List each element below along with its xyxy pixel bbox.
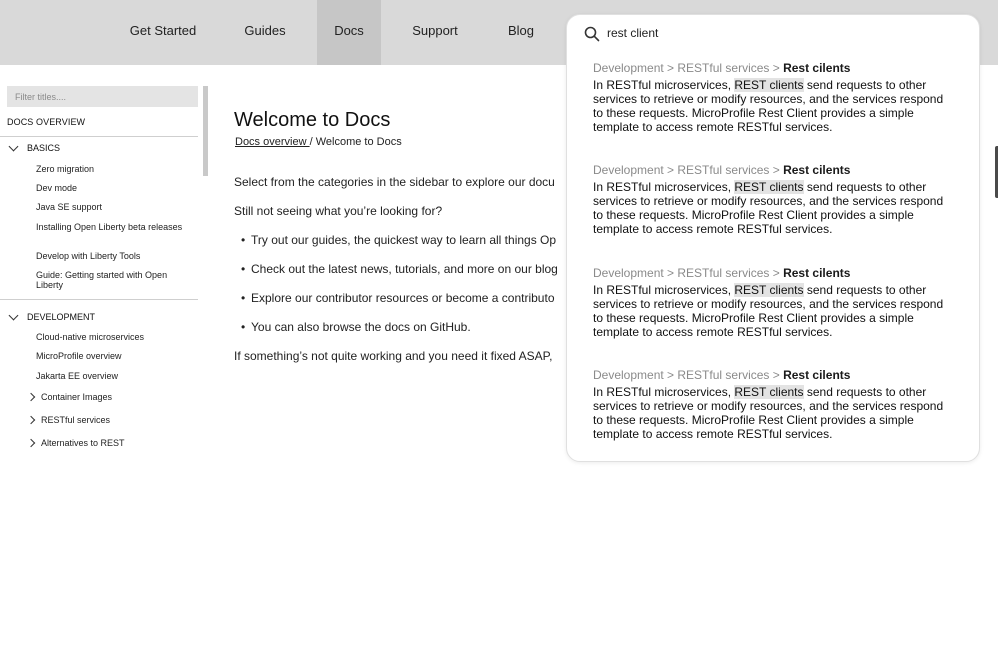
section-basics[interactable] (7, 143, 60, 153)
result-snippet (593, 283, 953, 339)
search-icon (584, 26, 600, 42)
snippet-after: send requests to other services to retrieve or modify resources, and the services respond to these requests. MicroProfile Rest Client provides a simple template to access remote RESTful services. (593, 385, 944, 441)
chevron-right-icon (27, 439, 35, 447)
snippet-before: In RESTful microservices, (593, 78, 735, 92)
sidebar-item-java-se-support[interactable]: Java SE support (36, 202, 103, 212)
result-snippet (593, 78, 953, 134)
section-development-label: DEVELOPMENT (27, 312, 96, 322)
bullet-text: Check out the latest news, tutorials, and more on our blog (251, 262, 558, 276)
breadcrumb-separator: / (309, 136, 316, 148)
breadcrumb (235, 136, 402, 148)
result-snippet (593, 180, 953, 236)
list-item (241, 291, 570, 305)
snippet-before: In RESTful microservices, (593, 385, 735, 399)
nav-docs[interactable]: Docs (317, 0, 381, 65)
divider (0, 299, 198, 300)
bullet-text: You can also browse the docs on GitHub. (251, 320, 471, 334)
sidebar-folder-label: RESTful services (41, 415, 111, 425)
result-path-prefix: Development > RESTful services > (593, 163, 784, 177)
footer-text: If something’s not quite working and you need it fixed ASAP, (234, 349, 553, 363)
breadcrumb-link-docs-overview[interactable]: Docs overview (235, 136, 310, 148)
sidebar-docs-overview[interactable]: DOCS OVERVIEW (7, 117, 86, 127)
sidebar-item-installing-beta[interactable]: Installing Open Liberty beta releases (36, 222, 183, 232)
result-path-prefix: Development > RESTful services > (593, 61, 784, 75)
sidebar (0, 86, 210, 456)
result-snippet (593, 385, 953, 441)
sidebar-item-zero-migration[interactable]: Zero migration (36, 164, 95, 174)
list-item (241, 262, 570, 276)
list-item (241, 320, 570, 334)
sidebar-item-microprofile[interactable]: MicroProfile overview (36, 351, 122, 361)
result-path-prefix: Development > RESTful services > (593, 368, 784, 382)
sidebar-folder-label: Alternatives to REST (41, 438, 125, 448)
section-development[interactable] (7, 312, 95, 322)
nav-get-started[interactable]: Get Started (129, 23, 197, 38)
nav-blog[interactable]: Blog (507, 23, 535, 38)
result-title: Rest cilents (783, 368, 851, 382)
breadcrumb-current: Welcome to Docs (315, 136, 402, 148)
divider (0, 136, 198, 137)
sidebar-item-liberty-tools[interactable]: Develop with Liberty Tools (36, 251, 141, 261)
snippet-highlight: REST clients (734, 385, 804, 399)
chevron-right-icon (27, 416, 35, 424)
snippet-after: send requests to other services to retrieve or modify resources, and the services respond to these requests. MicroProfile Rest Client provides a simple template to access remote RESTful services. (593, 78, 944, 134)
sidebar-item-getting-started[interactable]: Guide: Getting started with Open Liberty (36, 270, 168, 290)
result-path (593, 368, 953, 385)
chevron-right-icon (27, 393, 35, 401)
bullet-text: Try out our guides, the quickest way to learn all things Op (251, 233, 557, 247)
bullet-text: Explore our contributor resources or become a contributo (251, 291, 555, 305)
result-path (593, 163, 953, 180)
list-item (241, 233, 570, 247)
search-result[interactable] (593, 266, 953, 339)
search-input[interactable] (607, 24, 947, 42)
search-result[interactable] (593, 163, 953, 236)
snippet-before: In RESTful microservices, (593, 283, 735, 297)
sidebar-folder-restful-services[interactable] (28, 415, 110, 425)
sidebar-item-cloud-native[interactable]: Cloud-native microservices (36, 332, 145, 342)
snippet-highlight: REST clients (734, 180, 804, 194)
chevron-down-icon (9, 311, 19, 321)
section-basics-label: BASICS (27, 143, 61, 153)
snippet-highlight: REST clients (734, 283, 804, 297)
intro-text: Select from the categories in the sidebar to explore our docu (234, 175, 555, 189)
sidebar-scrollbar[interactable] (203, 86, 208, 176)
chevron-down-icon (9, 142, 19, 152)
search-popup (566, 14, 980, 462)
sidebar-folder-label: Container Images (41, 392, 113, 402)
result-path-prefix: Development > RESTful services > (593, 266, 784, 280)
filter-titles-input[interactable] (7, 86, 198, 107)
result-path (593, 266, 953, 283)
sidebar-item-dev-mode[interactable]: Dev mode (36, 183, 78, 193)
not-seeing-text: Still not seeing what you’re looking for? (234, 204, 443, 218)
search-result[interactable] (593, 61, 953, 134)
result-path (593, 61, 953, 78)
snippet-before: In RESTful microservices, (593, 180, 735, 194)
nav-guides[interactable]: Guides (244, 23, 286, 38)
page-title: Welcome to Docs (234, 109, 391, 131)
search-result[interactable] (593, 368, 953, 441)
result-title: Rest cilents (783, 61, 851, 75)
snippet-after: send requests to other services to retrieve or modify resources, and the services respond to these requests. MicroProfile Rest Client provides a simple template to access remote RESTful services. (593, 180, 944, 236)
snippet-after: send requests to other services to retrieve or modify resources, and the services respond to these requests. MicroProfile Rest Client provides a simple template to access remote RESTful services. (593, 283, 944, 339)
result-title: Rest cilents (783, 163, 851, 177)
nav-support[interactable]: Support (412, 23, 458, 38)
sidebar-folder-container-images[interactable] (28, 392, 112, 402)
sidebar-item-jakarta-ee[interactable]: Jakarta EE overview (36, 371, 119, 381)
snippet-highlight: REST clients (734, 78, 804, 92)
sidebar-folder-alternatives-rest[interactable] (28, 438, 125, 448)
result-title: Rest cilents (783, 266, 851, 280)
